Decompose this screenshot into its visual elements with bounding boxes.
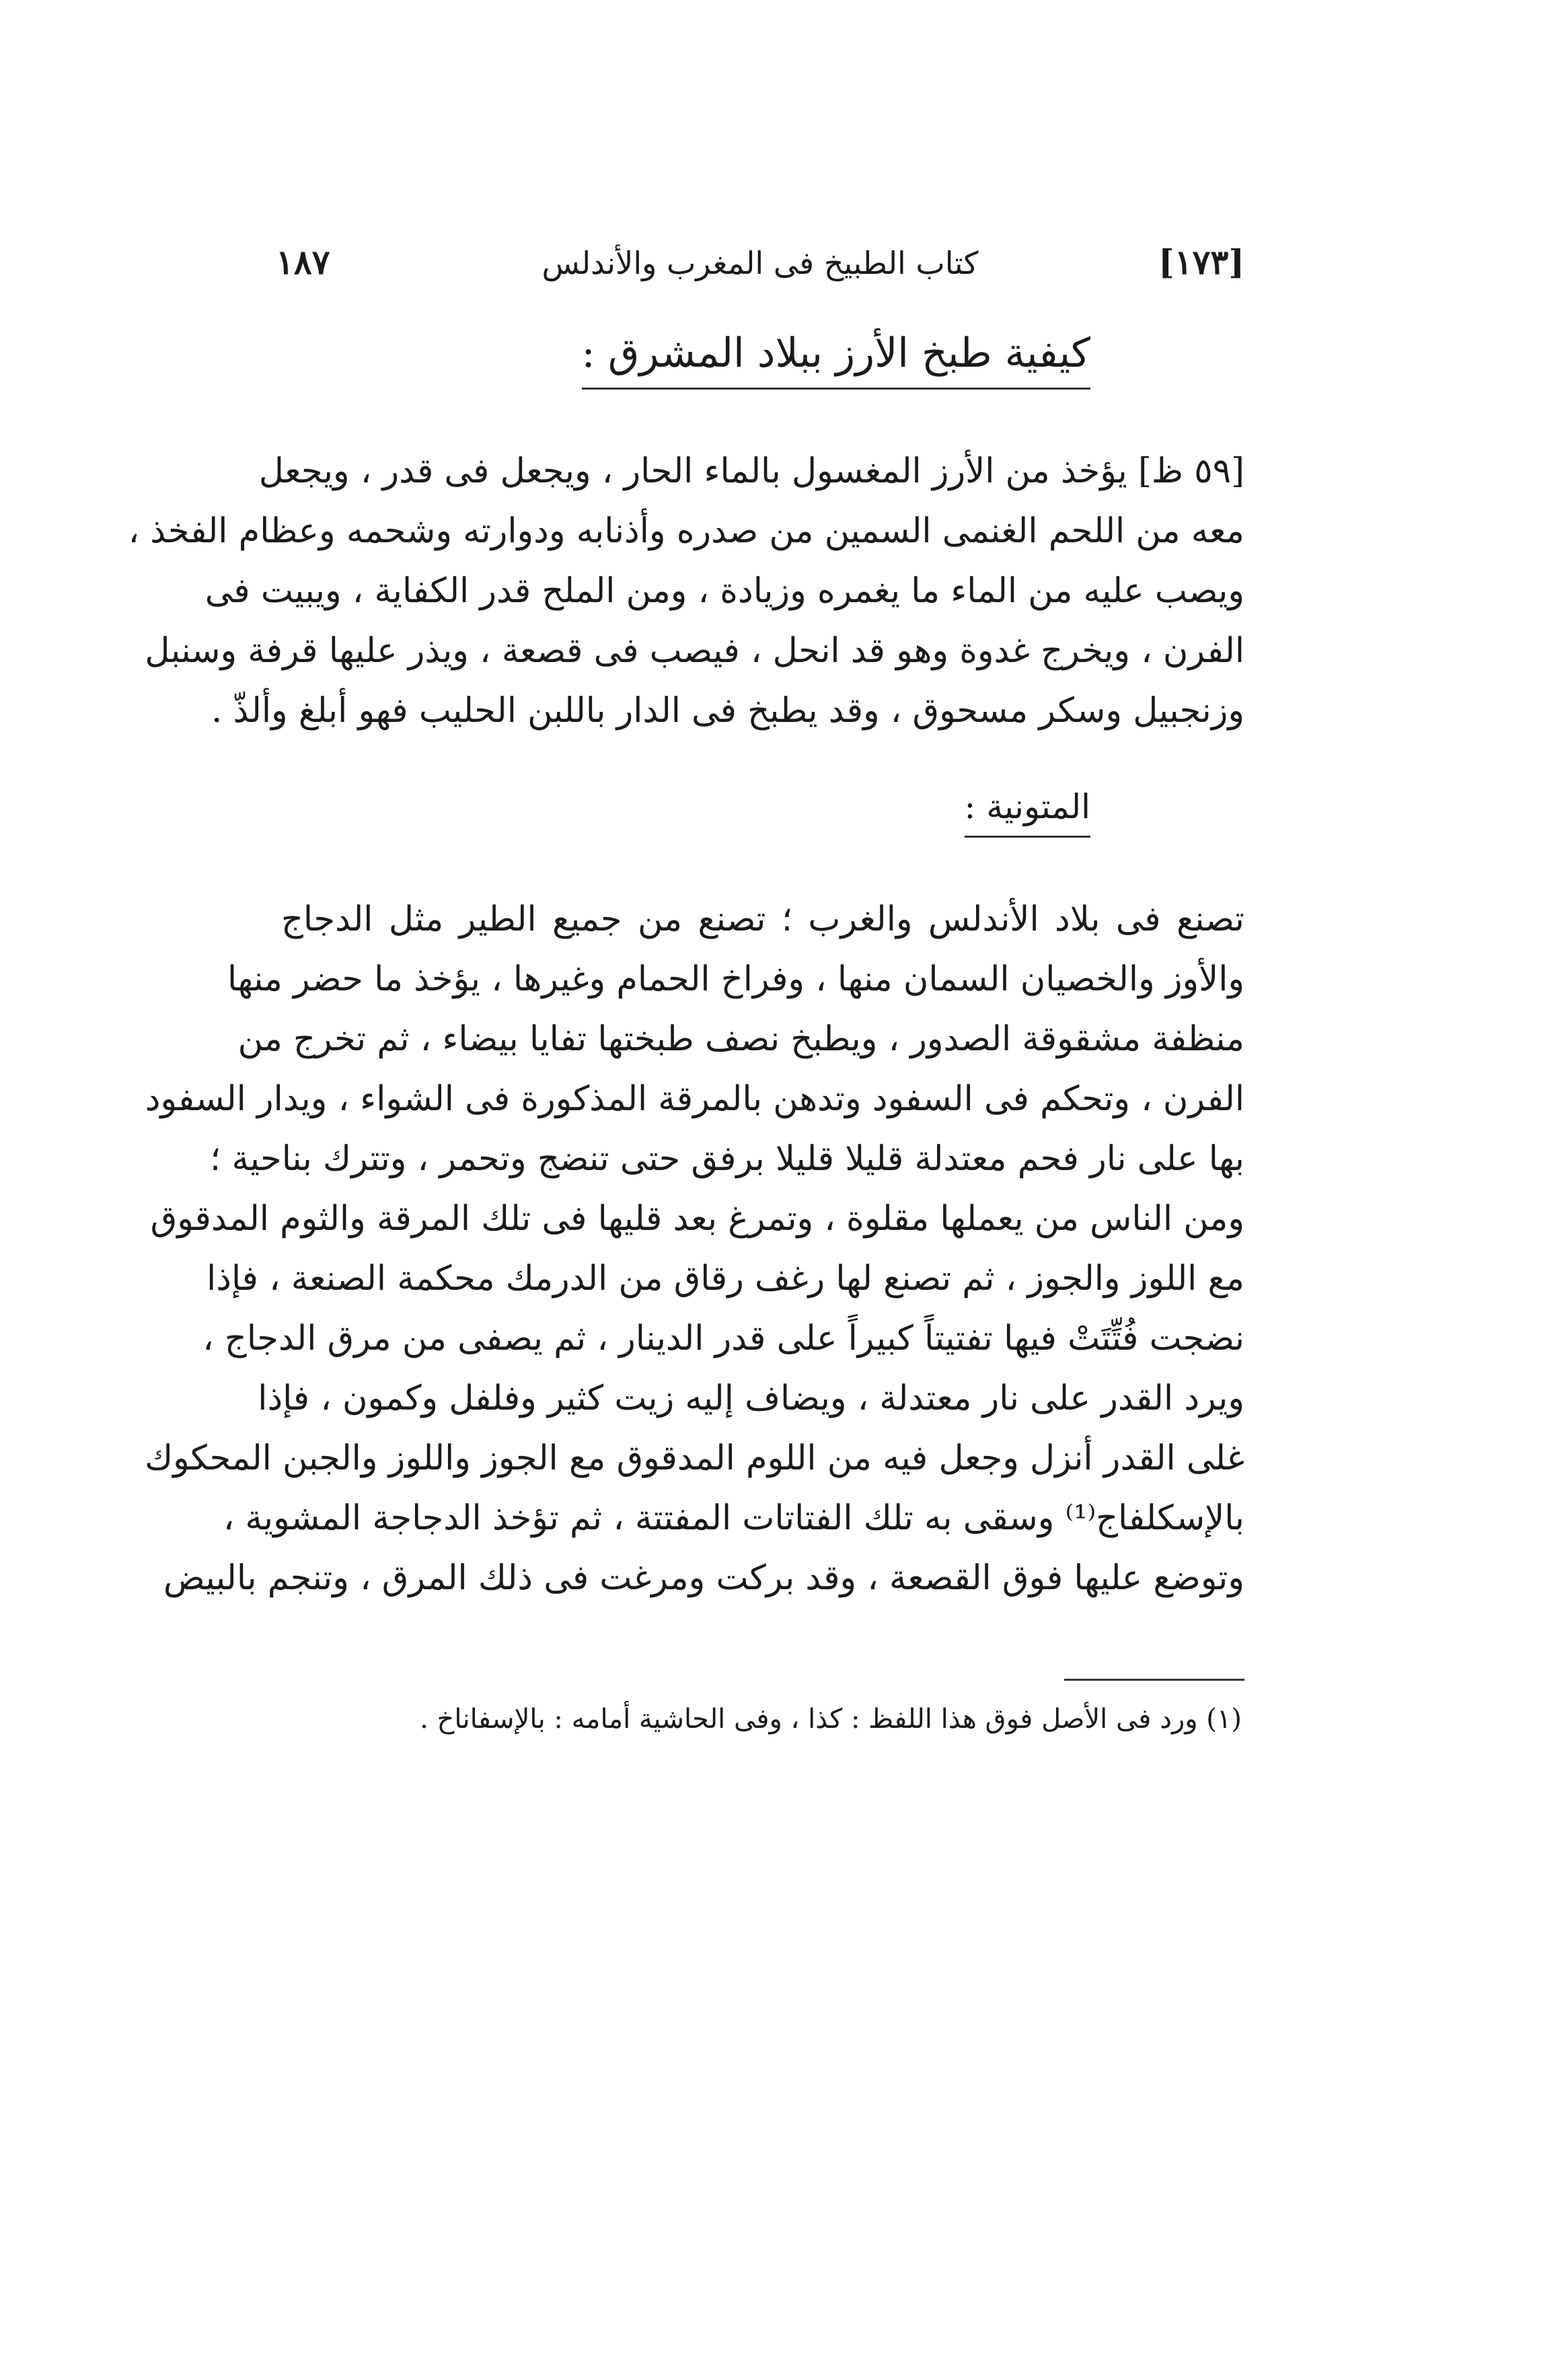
text-line: ويصب عليه من الماء ما يغمره وزيادة ، ومن الملح قدر الكفاية ، ويبيت فى — [204, 571, 1244, 611]
footnote: (١) ورد فى الأصل فوق هذا اللفظ : كذا ، وفى الحاشية أمامه : بالإسفاناخ . — [420, 1704, 1242, 1735]
text-line: بالإسكلفاج⁽¹⁾ وسقى به تلك الفتاتات المفتتة ، ثم تؤخذ الدجاجة المشوية ، — [223, 1498, 1244, 1538]
text-line: تصنع فى بلاد الأندلس والغرب ؛ تصنع من جميع الطير مثل الدجاج — [281, 900, 1244, 939]
text-line: ومن الناس من يعملها مقلوة ، وتمرغ بعد قليها فى تلك المرقة والثوم المدقوق — [150, 1199, 1244, 1239]
paragraph-mutawniya — [145, 889, 1244, 1608]
text-line: وزنجبيل وسكر مسحوق ، وقد يطبخ فى الدار باللبن الحليب فهو أبلغ وألذّ . — [211, 691, 1244, 731]
manuscript-reference: [١٧٣] — [1158, 242, 1244, 282]
paragraph-rice — [128, 441, 1244, 741]
footnote-divider — [1064, 1679, 1244, 1681]
text-line: وتوضع عليها فوق القصعة ، وقد بركت ومرغت فى ذلك المرق ، وتنجم بالبيض — [163, 1558, 1244, 1598]
section-heading-mutawniya: المتونية : — [965, 787, 1091, 838]
text-line: بها على نار فحم معتدلة قليلا قليلا برفق حتى تنضج وتحمر ، وتترك بناحية ؛ — [210, 1139, 1244, 1179]
text-line: الفرن ، ويخرج غدوة وهو قد انحل ، فيصب فى قصعة ، ويذر عليها قرفة وسنبل — [145, 631, 1244, 671]
running-title: كتاب الطبيخ فى المغرب والأندلس — [542, 245, 979, 281]
text-line: مع اللوز والجوز ، ثم تصنع لها رغف رقاق من الدرمك محكمة الصنعة ، فإذا — [207, 1259, 1244, 1299]
text-line: معه من اللحم الغنمى السمين من صدره وأذنابه ودوارته وشحمه وعظام الفخذ ، — [128, 511, 1244, 551]
running-header — [276, 242, 1244, 296]
page-number: ١٨٧ — [276, 242, 330, 282]
text-line: غلى القدر أنزل وجعل فيه من اللوم المدقوق مع الجوز واللوز والجبن المحكوك — [145, 1439, 1244, 1478]
text-line: ويرد القدر على نار معتدلة ، ويضاف إليه زيت كثير وفلفل وكمون ، فإذا — [258, 1379, 1244, 1418]
text-line: والأوز والخصيان السمان منها ، وفراخ الحمام وغيرها ، يؤخذ ما حضر منها — [227, 959, 1244, 999]
section-heading-rice: كيفية طبخ الأرز ببلاد المشرق : — [582, 330, 1090, 390]
text-line: الفرن ، وتحكم فى السفود وتدهن بالمرقة المذكورة فى الشواء ، ويدار السفود — [145, 1079, 1244, 1119]
text-line: نضجت فُتِّتَتْ فيها تفتيتاً كبيراً على قدر الدينار ، ثم يصفى من مرق الدجاج ، — [202, 1319, 1244, 1358]
text-line: [٥٩ ظ] يؤخذ من الأرز المغسول بالماء الحار ، ويجعل فى قدر ، ويجعل — [258, 451, 1244, 491]
text-line: منظفة مشقوقة الصدور ، ويطبخ نصف طبختها تفايا بيضاء ، ثم تخرج من — [237, 1019, 1244, 1059]
